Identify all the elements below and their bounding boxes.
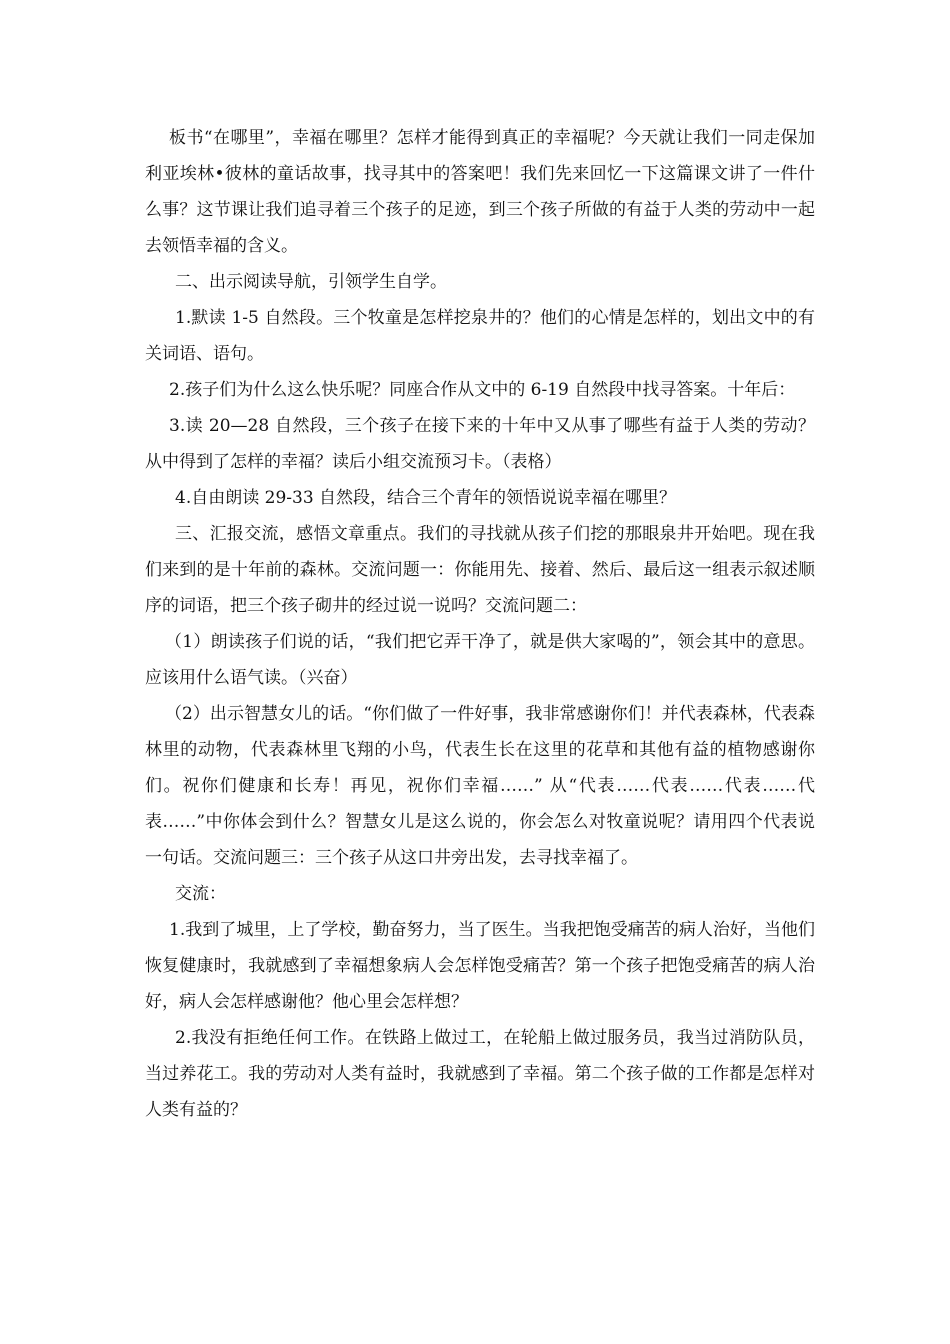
paragraph-exchange-label: 交流： (175, 884, 226, 904)
paragraph-step-4: 4.自由朗读 29-33 自然段，结合三个青年的领悟说说幸福在哪里？ (175, 488, 677, 508)
paragraph-intro: 板书“在哪里”，幸福在哪里？怎样才能得到真正的幸福呢？今天就让我们一同走保加利亚埃林•彼林的童话故事，找寻其中的答案吧！我们先来回忆一下这篇课文讲了一件什么事？这节课让我们追寻着三个孩子的足迹，到三个孩子所做的有益于人类的劳动中一起去领悟幸福的含义。 (145, 128, 815, 256)
paragraph-step-1: 1.默读 1-5 自然段。三个牧童是怎样挖泉井的？他们的心情是怎样的，划出文中的有关词语、语句。 (145, 308, 815, 364)
document-page (145, 120, 815, 1128)
section-heading-report-exchange: 三、汇报交流，感悟文章重点。我们的寻找就从孩子们挖的那眼泉井开始吧。现在我们来到的是十年前的森林。交流问题一：你能用先、接着、然后、最后这一组表示叙述顺序的词语，把三个孩子砌井的经过说一说吗？交流问题二： (145, 524, 815, 616)
paragraph-step-3: 3.读 20—28 自然段，三个孩子在接下来的十年中又从事了哪些有益于人类的劳动？从中得到了怎样的幸福？读后小组交流预习卡。（表格） (145, 416, 815, 472)
paragraph-second-child: 2.我没有拒绝任何工作。在铁路上做过工，在轮船上做过服务员，我当过消防队员，当过养花工。我的劳动对人类有益时，我就感到了幸福。第二个孩子做的工作都是怎样对人类有益的？ (145, 1028, 815, 1120)
section-heading-reading-guide: 二、出示阅读导航，引领学生自学。 (175, 272, 447, 292)
paragraph-first-child: 1.我到了城里，上了学校，勤奋努力，当了医生。当我把饱受痛苦的病人治好，当他们恢复健康时，我就感到了幸福想象病人会怎样饱受痛苦？第一个孩子把饱受痛苦的病人治好，病人会怎样感谢他？他心里会怎样想？ (145, 920, 815, 1012)
paragraph-item-1: （1）朗读孩子们说的话，“我们把它弄干净了，就是供大家喝的”，领会其中的意思。应该用什么语气读。（兴奋） (145, 632, 815, 688)
paragraph-step-2: 2.孩子们为什么这么快乐呢？同座合作从文中的 6-19 自然段中找寻答案。十年后： (169, 380, 796, 400)
paragraph-item-2: （2）出示智慧女儿的话。“你们做了一件好事，我非常感谢你们！并代表森林，代表森林里的动物，代表森林里飞翔的小鸟，代表生长在这里的花草和其他有益的植物感谢你们。祝你们健康和长寿！再见，祝你们幸福……” 从“代表……代表……代表……代表……”中你体会到什么？智慧女儿是这么说的，你会怎么对牧童说呢？请用四个代表说一句话。交流问题三：三个孩子从这口井旁出发，去寻找幸福了。 (145, 704, 815, 868)
